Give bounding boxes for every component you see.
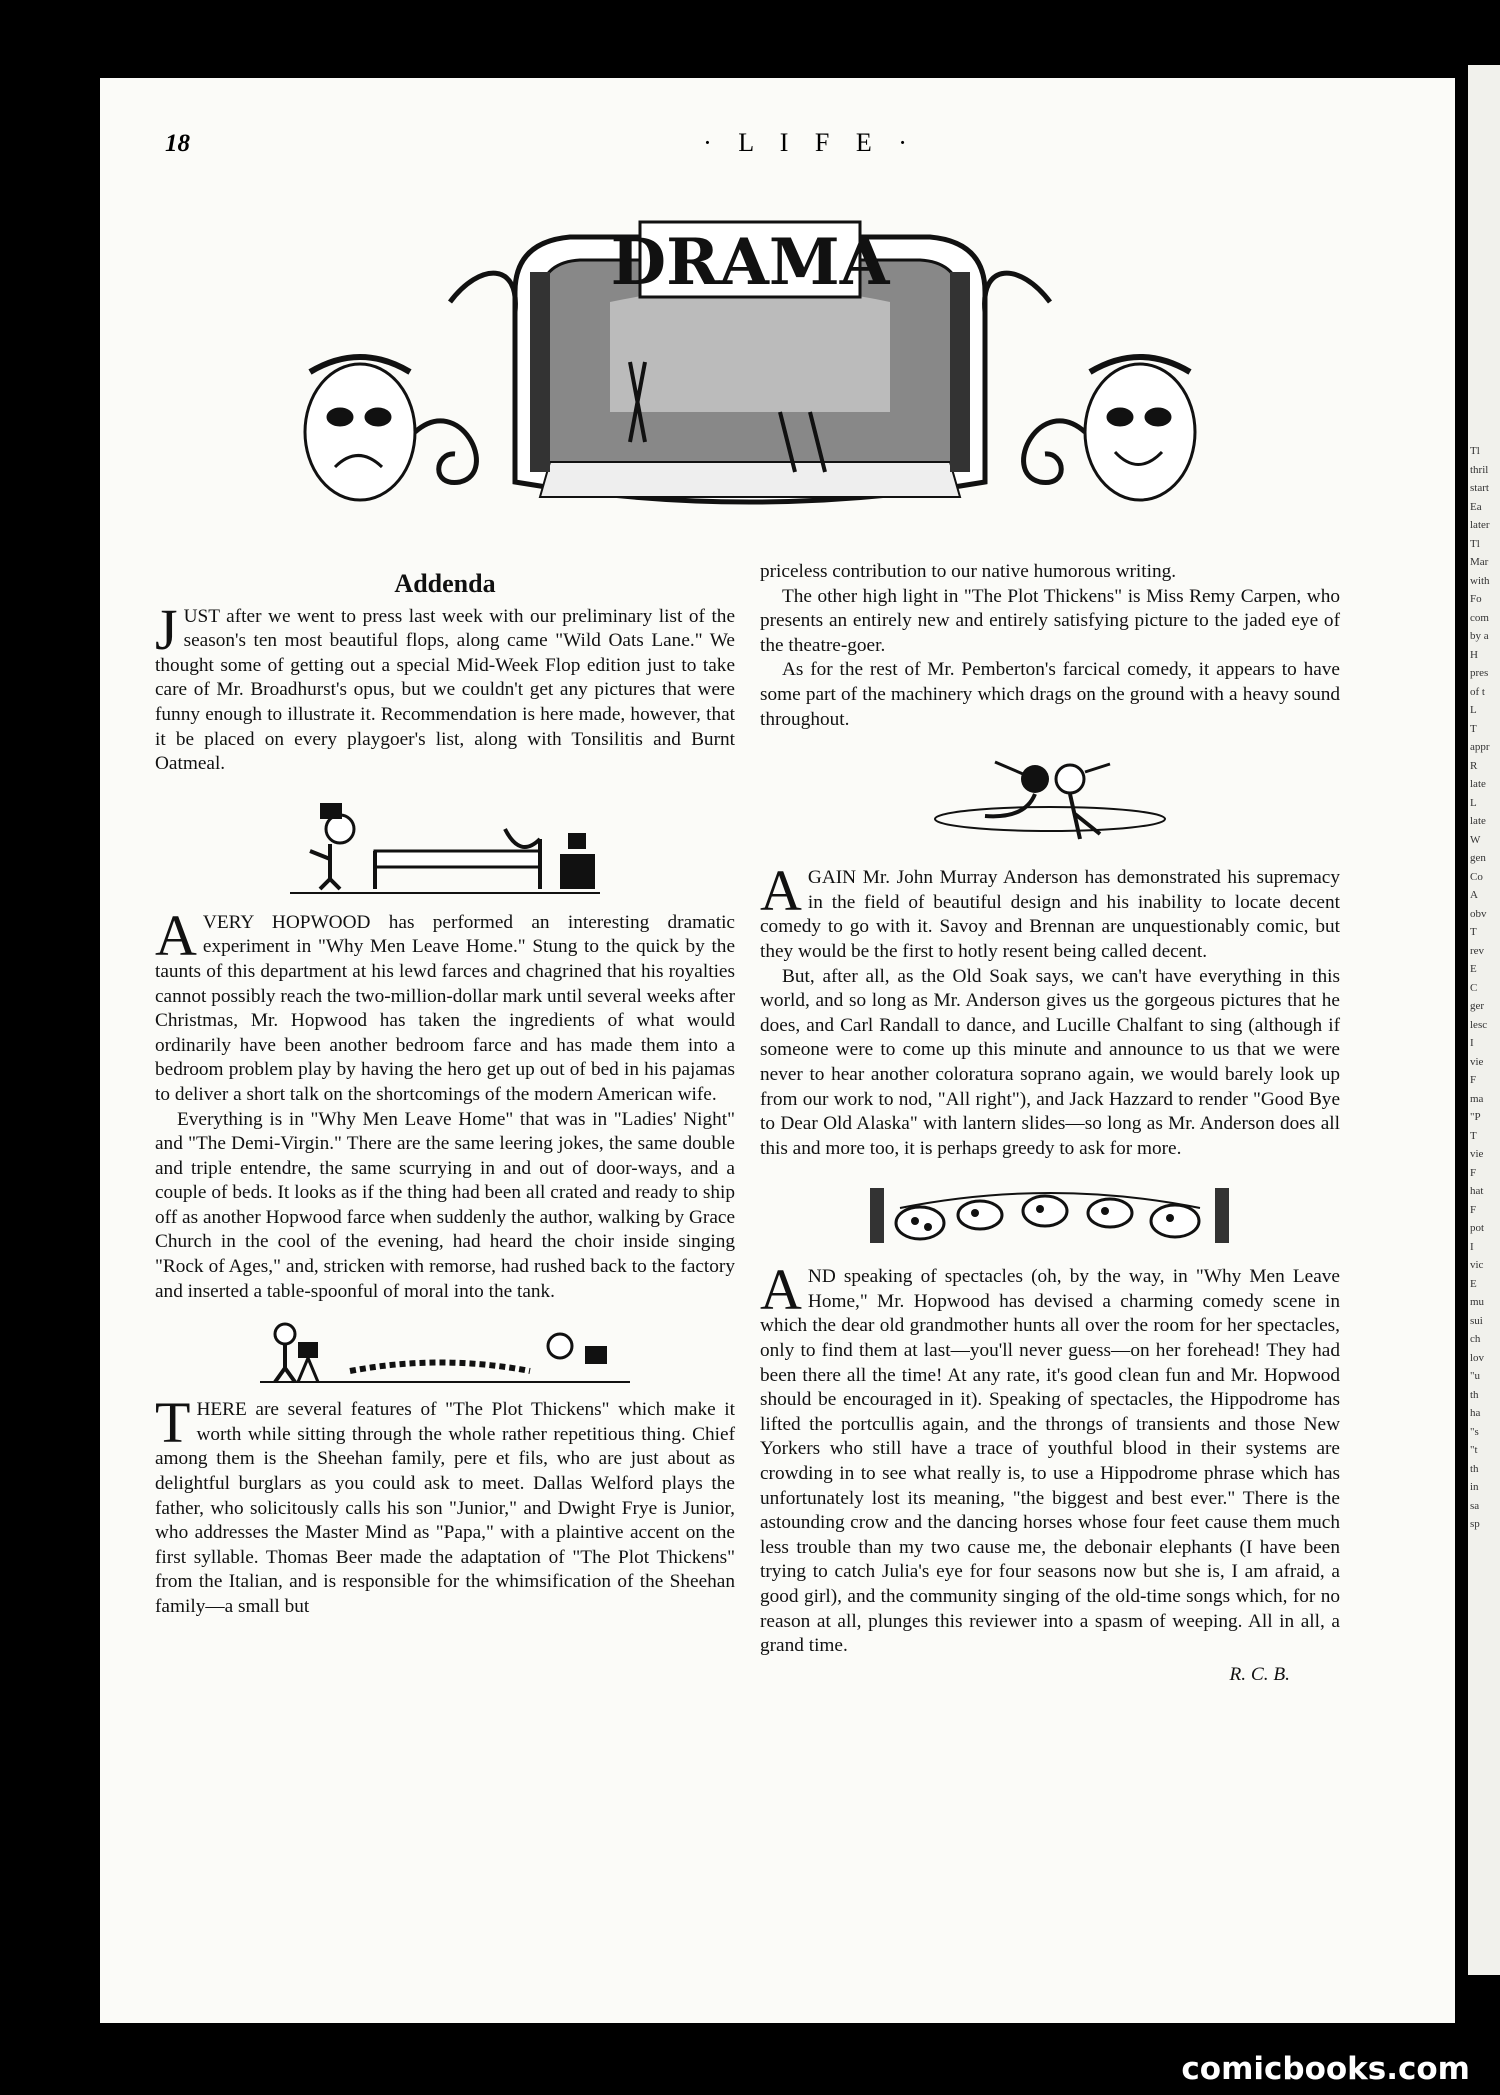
paragraph-anderson: AGAIN Mr. John Murray Anderson has demonstrated his supremacy in the field of beautiful design and his inability to locate decent comedy to go with it. Savoy and Brennan are unquestionably comic, but they would be the first to hotly resent being called decent. [760, 858, 1340, 962]
paragraph-old-soak: But, after all, as the Old Soak says, we can't have everything in this world, and so long as Mr. Anderson gives us the gorgeous pictures that he does, and Carl Randall to dance, and Lucille Chalfant to sing (although if someone were to come up this minute and announce to us that we were never to hear another coloratura soprano again, we would barely look up from our work to nod, "All right"), and Jack Hazzard to render "Good Bye to Dear Old Alaska" with lantern slides—so long as Mr. Anderson does all this and more too, it is perhaps greedy to ask for more. [760, 965, 1340, 1159]
dancing-couple-illustration [925, 744, 1175, 854]
page-number: 18 [165, 130, 190, 157]
edge-text-fragment: gen [1470, 852, 1486, 864]
edge-text-fragment: late [1470, 778, 1486, 790]
edge-text-fragment: Mar [1470, 556, 1489, 568]
drop-cap: A [155, 902, 197, 968]
movie-camera-illustration [260, 1316, 630, 1386]
edge-text-fragment: vie [1470, 1148, 1484, 1160]
edge-text-fragment: hat [1470, 1185, 1484, 1197]
edge-text-fragment: I [1470, 1240, 1474, 1253]
drama-banner [250, 182, 1250, 527]
edge-text-fragment: Ea [1470, 500, 1482, 513]
edge-text-fragment: mu [1470, 1296, 1485, 1308]
edge-text-fragment: start [1470, 482, 1489, 494]
edge-text-fragment: rev [1470, 944, 1485, 957]
edge-text-fragment: T [1470, 1129, 1477, 1142]
edge-text-fragment: vic [1470, 1259, 1484, 1271]
edge-text-fragment: W [1470, 833, 1481, 846]
edge-text-fragment: R [1470, 759, 1478, 772]
edge-text-fragment: I [1470, 1037, 1474, 1049]
edge-text-fragment: F [1470, 1166, 1477, 1179]
article-heading: Addenda [394, 569, 496, 598]
paragraph-everything: Everything is in "Why Men Leave Home" that was in "Ladies' Night" and "The Demi-Virgin." There are the same leering jokes, the same double and triple entendre, the same scurrying in and out of door-ways, and a couple of beds. It looks as if the thing had been all crated and ready to ship off as another Hopwood farce when suddenly the author, walking by Grace Church in the cool of the evening, had heard the choir inside singing "Rock of Ages," and, stricken with remorse, had rushed back to the factory and inserted a table-spoonful of moral into the tank. [155, 1108, 735, 1302]
edge-text-fragment: lesc [1470, 1018, 1488, 1031]
edge-text-fragment: appr [1470, 741, 1490, 753]
edge-text-fragment: ha [1470, 1407, 1481, 1419]
edge-text-fragment: Co [1470, 870, 1483, 883]
edge-text-fragment: "u [1470, 1370, 1480, 1382]
edge-text-fragment: thril [1470, 463, 1489, 476]
drop-cap: A [760, 858, 802, 924]
edge-text-fragment: F [1470, 1074, 1477, 1086]
edge-text-fragment: F [1470, 1203, 1477, 1216]
edge-text-fragment: E [1470, 963, 1477, 975]
paragraph-wild-oats-lane: JUST after we went to press last week with our preliminary list of the season's ten most beautiful flops, along came "Wild Oats Lane." We thought some of getting out a special Mid-Week Flop edition just to take care of Mr. Broadhurst's opus, but we couldn't get any pictures that were funny enough to illustrate it. Recommendation is here made, however, that it be placed on every playgoer's list, along with Tonsilitis and Burnt Oatmeal. [155, 596, 735, 775]
edge-text-fragment: lov [1470, 1351, 1485, 1364]
edge-text-fragment: "P [1470, 1111, 1481, 1123]
paragraph-pemberton: As for the rest of Mr. Pemberton's farcical comedy, it appears to have some part of the machinery which drags on the ground with a heavy sound throughout. [760, 659, 1340, 730]
watermark: comicbooks.com [1181, 2051, 1470, 2087]
edge-text-fragment: Fo [1470, 593, 1482, 605]
edge-text-fragment: L [1470, 704, 1477, 716]
author-signature: R. C. B. [1229, 1663, 1290, 1685]
edge-text-fragment: E [1470, 1277, 1477, 1290]
edge-text-fragment: th [1470, 1462, 1479, 1475]
bedroom-illustration [280, 789, 610, 899]
edge-text-fragment: "t [1470, 1444, 1478, 1456]
edge-text-fragment: vie [1470, 1055, 1484, 1068]
edge-text-fragment: ma [1470, 1092, 1484, 1105]
comedy-mask-right [1024, 357, 1195, 500]
edge-text-fragment: later [1470, 519, 1490, 531]
edge-text-fragment: pres [1470, 667, 1489, 679]
hippodrome-elephants-illustration [860, 1173, 1240, 1253]
masthead: · L I F E · [703, 128, 917, 157]
paragraph-spectacles: AND speaking of spectacles (oh, by the way, in "Why Men Leave Home," Mr. Hopwood has devised a charming comedy scene in which the dear old grandmother hunts all over the room for her spectacles, only to find them at last—you'll never guess—on her forehead! They had been there all the time! At any rate, it's good clean fun and Mr. Hopwood should be encouraged in it). Speaking of spectacles, the Hippodrome has lifted the portcullis again, and the throngs of transients and those New Yorkers who still have a trace of youthful blood in their systems are crowding in to see what really is, to use a Hippodrome phrase which has unfortunately lost its meaning, "the biggest and best ever." There is the astounding crow and the dancing horses whose four feet cause them much less trouble than my two cause me, the debonair elephants (I have been trying to catch Julia's eye for four seasons now but she is, I am afraid, a good girl), and the community singing of the old-time songs which, for no reason at all, plunges this reviewer into a spasm of weeping. All in all, a grand time. [760, 1257, 1340, 1657]
edge-text-fragment: T [1470, 926, 1477, 938]
edge-text-fragment: in [1470, 1481, 1479, 1493]
paragraph-why-men-leave-home: AVERY HOPWOOD has performed an interesting dramatic experiment in "Why Men Leave Home." Stung to the quick by the taunts of this department at his lewd farces and chagrined that his royalties cannot possibly reach the two-million-dollar mark until several weeks after Christmas, Mr. Hopwood has taken the ingredients of what would ordinarily have been another bedroom farce and has made them into a bedroom problem play by having the hero get up out of bed in his pajamas to deliver a short talk on the shortcomings of the modern American wife. [155, 902, 735, 1105]
right-column [760, 560, 1340, 1687]
edge-text-fragment: of t [1470, 685, 1485, 698]
edge-text-fragment: th [1470, 1388, 1479, 1401]
edge-text-fragment: with [1470, 574, 1490, 587]
edge-text-fragment: Tl [1470, 537, 1480, 550]
edge-text-fragment: Tl [1470, 445, 1480, 457]
edge-text-fragment: "s [1470, 1425, 1479, 1438]
paragraph-priceless: priceless contribution to our native humorous writing. [760, 561, 1177, 582]
edge-text-fragment: obv [1470, 907, 1487, 920]
theatre-stage-illustration [450, 222, 1050, 502]
drop-cap: A [760, 1257, 802, 1323]
paragraph-remy-carpen: The other high light in "The Plot Thickens" is Miss Remy Carpen, who presents an entirely new and entirely satisfying picture to the jaded eye of the theatre-goer. [760, 585, 1340, 656]
edge-text-fragment: A [1470, 889, 1478, 901]
edge-text-fragment: sui [1470, 1314, 1483, 1327]
edge-text-fragment: com [1470, 611, 1489, 624]
edge-text-fragment: ch [1470, 1333, 1481, 1345]
paragraph-plot-thickens: THERE are several features of "The Plot Thickens" which make it worth while sitting through the whole rather repetitious thing. Chief among them is the Sheehan family, pere et fils, who are just about as delightful burglars as you could ask to meet. Dallas Welford plays the father, who solicitously calls his son "Junior," and Dwight Frye is Junior, who addresses the Master Mind as "Papa," with a plaintive accent on the first syllable. Thomas Beer made the adaptation of "The Plot Thickens" from the Italian, and is responsible for the whimsification of the Sheehan family—a small but [155, 1390, 735, 1617]
drop-cap: T [155, 1390, 191, 1456]
edge-text-fragment: pot [1470, 1222, 1485, 1234]
left-column [155, 560, 735, 1620]
edge-text-fragment: sa [1470, 1499, 1480, 1512]
edge-text-fragment: H [1470, 648, 1478, 661]
banner-title: DRAMA [610, 225, 890, 300]
magazine-page [100, 78, 1455, 2023]
edge-text-fragment: late [1470, 815, 1486, 827]
drop-cap: J [155, 596, 178, 662]
tragedy-mask-left [305, 357, 476, 500]
edge-text-fragment: ger [1470, 1000, 1485, 1012]
edge-text-fragment: T [1470, 722, 1477, 735]
adjacent-page-edge [1468, 65, 1500, 1975]
edge-text-fragment: L [1470, 796, 1477, 809]
edge-text-fragment: by a [1470, 630, 1489, 642]
edge-text-fragment: sp [1470, 1518, 1480, 1530]
edge-text-fragment: C [1470, 981, 1478, 994]
